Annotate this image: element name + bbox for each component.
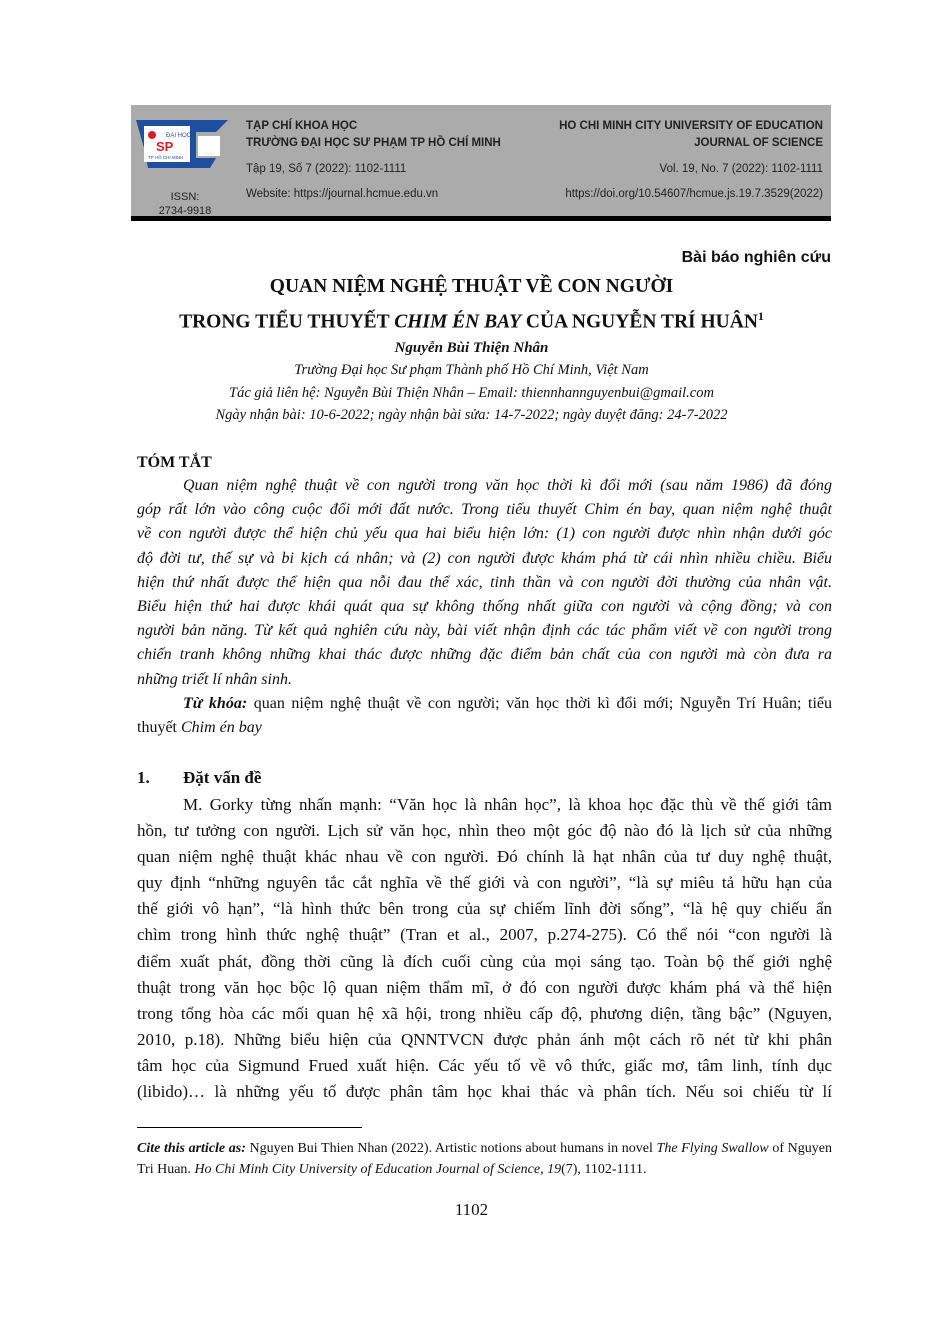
text-line: độ đời tư, thế sự và bi kịch cá nhân; và (2) con người được khám phá từ cái nhìn nhiều chiều. Biểu xyxy=(137,549,832,567)
issn xyxy=(140,190,230,218)
text-line: chiến tranh không những khai thác được những đặc điểm bản chất của con người mà còn đưa ra xyxy=(137,646,832,664)
footnote-text: Ho Chi Minh City University of Education Journal of Science, 19 xyxy=(194,1162,562,1177)
text-line: Biểu hiện thứ hai được khái quát qua sự không thống nhất giữa con người và cộng đồng; và con xyxy=(137,598,832,616)
university-logo xyxy=(136,118,228,170)
text-line: thế giới vô hạn”, “là hình thức bên trong của sự chiếm lĩnh đời sống”, “là hệ quy chiếu ẩn xyxy=(137,899,832,919)
svg-text:ĐẠI HỌC: ĐẠI HỌC xyxy=(166,133,192,139)
contact-author: Tác giả liên hệ: Nguyễn Bùi Thiện Nhân – Email: thiennhannguyenbui@gmail.com xyxy=(229,385,714,401)
title-novel: CHIM ÉN BAY xyxy=(394,311,521,333)
title-text: TRONG TIỂU THUYẾT xyxy=(179,311,395,333)
section-title: Đặt vấn đề xyxy=(183,768,262,787)
text-line: hiện thứ nhất được thể hiện qua nỗi đau thể xác, tinh thần và con người đời thường của nhân vật. xyxy=(137,573,832,591)
text-line: M. Gorky từng nhấn mạnh: “Văn học là nhân học”, là khoa học đặc thù về thế giới tâm xyxy=(183,795,832,814)
page-number: 1102 xyxy=(454,1200,489,1219)
submission-dates: Ngày nhận bài: 10-6-2022; ngày nhận bài sửa: 14-7-2022; ngày duyệt đăng: 24-7-2022 xyxy=(215,407,728,423)
text-line: 2010, p.18). Những biểu hiện của QNNTVCN được phản ánh một cách rõ nét từ khi phân xyxy=(137,1029,832,1049)
keywords-text: thuyết xyxy=(137,719,181,737)
footnote-label: Cite this article as: xyxy=(137,1141,246,1156)
keywords-text: quan niệm nghệ thuật về con người; văn học thời kì đổi mới; Nguyễn Trí Huân; tiểu xyxy=(247,695,832,712)
text-line: trong tổng hòa các mối quan hệ xã hội, trong nhiều cấp độ, phương diện, tầng bậc” (Nguyen, xyxy=(137,1003,832,1023)
svg-text:SP: SP xyxy=(156,139,174,154)
text-line: Quan niệm nghệ thuật về con người trong văn học thời kì đổi mới (sau năm 1986) đã đóng xyxy=(183,477,832,494)
vn-journal-name: TẠP CHÍ KHOA HỌC xyxy=(246,120,358,132)
author: Nguyễn Bùi Thiện Nhân xyxy=(394,340,549,356)
text-line: quy định “những nguyên tắc cắt nghĩa về thế giới và con người”, “là sự miêu tả hữu hạn của xyxy=(137,873,832,893)
text-line: (libido)… là những yếu tố được phân tâm học khai thác và phân tích. Nếu soi chiếu từ lí xyxy=(137,1082,832,1102)
title-text: CỦA NGUYỄN TRÍ HUÂN xyxy=(520,311,758,333)
affiliation: Trường Đại học Sư phạm Thành phố Hồ Chí Minh, Việt Nam xyxy=(294,362,649,378)
abstract-heading: TÓM TẮT xyxy=(137,454,212,471)
en-journal-name: JOURNAL OF SCIENCE xyxy=(694,137,823,149)
section-heading xyxy=(137,768,262,788)
doi-link[interactable]: https://doi.org/10.54607/hcmue.js.19.7.3529(2022) xyxy=(565,188,823,200)
text-line: điểm xuất phát, đồng thời cũng là đích cuối cùng của mọi sáng tạo. Toàn bộ thế giới nghệ xyxy=(137,951,832,971)
text-line: thuật trong văn học bộc lộ quan niệm thẩm mĩ, ở đó con người được khám phá và thể hiện xyxy=(137,977,832,997)
text-line: về con người được thể hiện chủ yếu qua hai biểu hiện lớn: (1) con người được nhìn nhận dưới góc xyxy=(137,525,832,543)
en-university-name: HO CHI MINH CITY UNIVERSITY OF EDUCATION xyxy=(559,120,823,132)
title-line-1: QUAN NIỆM NGHỆ THUẬT VỀ CON NGƯỜI xyxy=(269,276,674,297)
text-line: những triết lí nhân sinh. xyxy=(137,670,292,688)
svg-text:TP HỒ CHÍ MINH: TP HỒ CHÍ MINH xyxy=(148,155,184,160)
en-volume: Vol. 19, No. 7 (2022): 1102-1111 xyxy=(659,163,823,175)
footnote-text: Nguyen Bui Thien Nhan (2022). Artistic notions about humans in novel xyxy=(245,1141,657,1156)
text-line: người bản năng. Từ kết quả nghiên cứu này, bài viết nhận định các tác phẩm viết về con người trong xyxy=(137,622,832,640)
footnote-rule xyxy=(137,1127,362,1128)
text-line: tâm học của Sigmund Frued xuất hiện. Các yếu tố về vô thức, giấc mơ, tâm linh, tính dục xyxy=(137,1055,832,1075)
footnote-text: of Nguyen Tri Huan. xyxy=(137,1141,833,1177)
section-body xyxy=(137,792,832,1105)
text-line: góp rất lớn vào công cuộc đổi mới đất nước. Trong tiểu thuyết Chim én bay, quan niệm nghệ thuật xyxy=(137,501,832,519)
issn-label: ISSN: xyxy=(170,191,200,203)
journal-website[interactable]: Website: https://journal.hcmue.edu.vn xyxy=(246,188,439,200)
title-line-2 xyxy=(0,309,943,334)
keywords xyxy=(137,692,832,740)
abstract xyxy=(137,474,832,692)
header-divider xyxy=(131,216,831,221)
vn-volume: Tập 19, Số 7 (2022): 1102-1111 xyxy=(246,163,407,175)
text-line: quan niệm nghệ thuật khác nhau về con người. Đó chính là hạt nhân của tư duy nghệ thuật, xyxy=(137,847,832,867)
issn-number: 2734-9918 xyxy=(158,205,212,217)
keywords-label: Từ khóa: xyxy=(183,695,248,712)
vn-university-name: TRƯỜNG ĐẠI HỌC SƯ PHẠM TP HỒ CHÍ MINH xyxy=(246,137,501,149)
keywords-text: Chim én bay xyxy=(181,719,262,737)
citation-footnote xyxy=(137,1138,832,1180)
text-line: chìm trong hình thức nghệ thuật” (Tran et al., 2007, p.274-275). Có thể nói “con người là xyxy=(137,925,832,945)
footnote-text: The Flying Swallow xyxy=(656,1141,769,1156)
footnote-text: (7), 1102-1111. xyxy=(561,1162,647,1177)
article-type: Bài báo nghiên cứu xyxy=(681,249,831,266)
text-line: hồn, tư tưởng con người. Lịch sử văn học, nhìn theo một góc độ nào đó là lịch sử của những xyxy=(137,821,832,841)
section-number: 1. xyxy=(137,768,150,787)
footnote-mark: 1 xyxy=(757,309,764,323)
